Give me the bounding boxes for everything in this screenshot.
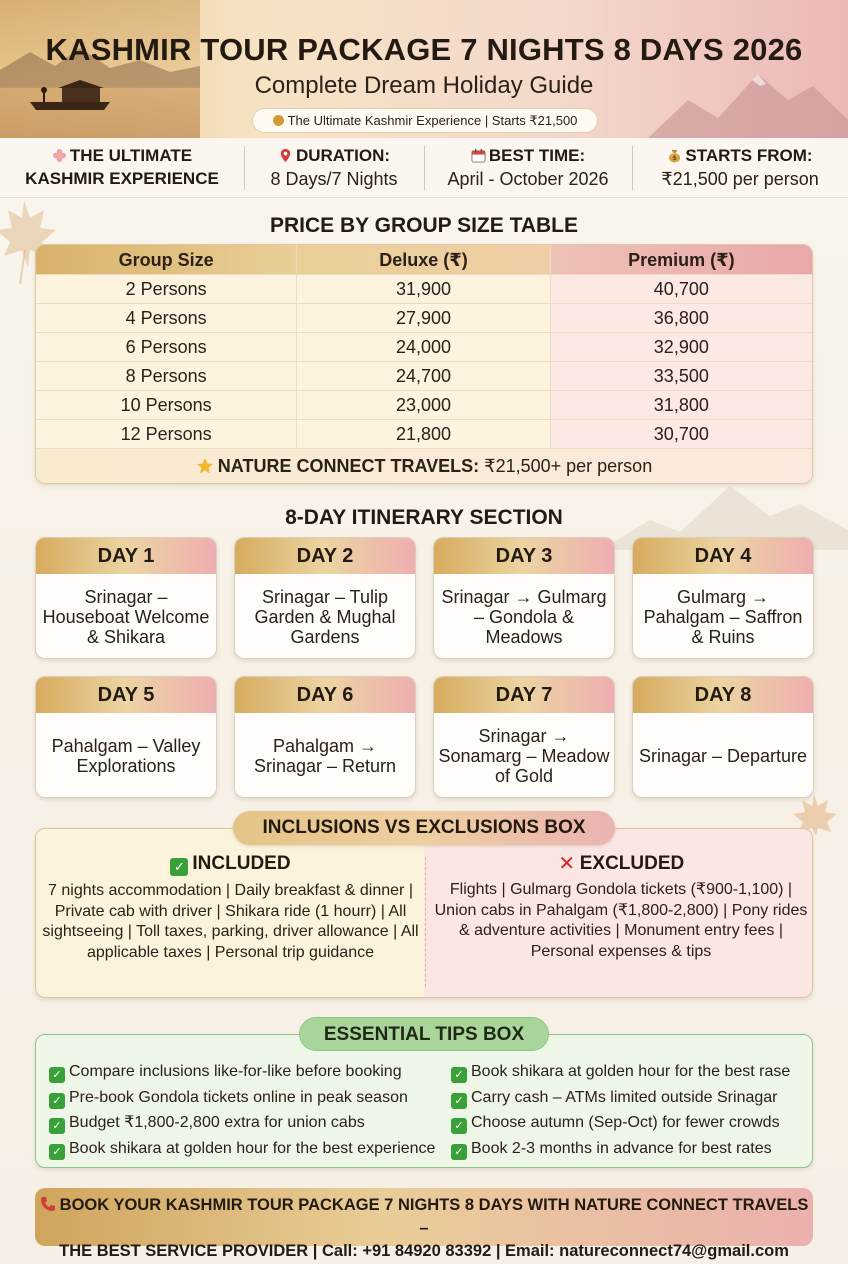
info-experience — [0, 138, 244, 197]
check-icon: ✓ — [451, 1093, 467, 1109]
table-cell: 2 Persons — [36, 275, 297, 303]
day-card — [234, 537, 416, 659]
tip-text: Book shikara at golden hour for the best experience — [69, 1139, 436, 1157]
divider — [425, 857, 426, 987]
day-label: DAY 7 — [434, 677, 614, 713]
table-footer — [36, 449, 812, 484]
list-item — [49, 1085, 451, 1111]
day-card — [35, 676, 217, 798]
info-duration — [244, 138, 424, 197]
lake-houseboat-illustration — [0, 0, 200, 138]
table-row — [36, 391, 812, 420]
day-card — [35, 537, 217, 659]
footer-brand: NATURE CONNECT TRAVELS: — [217, 456, 480, 476]
day-label: DAY 8 — [633, 677, 813, 713]
info-heading: STARTS FROM: — [685, 146, 813, 165]
check-icon: ✓ — [170, 858, 188, 876]
info-heading: THE ULTIMATE — [69, 146, 193, 165]
check-icon: ✓ — [49, 1118, 65, 1134]
table-cell: 31,800 — [551, 391, 812, 419]
check-icon: ✓ — [451, 1118, 467, 1134]
page-subtitle: Complete Dream Holiday Guide — [254, 72, 594, 99]
excluded-text: Flights | Gulmarg Gondola tickets (₹900-1,100) | Union cabs in Pahalgam (₹1,800-2,800) | Pony rides & adventure activities | Monument entry fees | Personal expenses & tips — [434, 881, 808, 960]
tip-text: Pre-book Gondola tickets online in peak season — [69, 1088, 408, 1106]
table-cell: 24,000 — [297, 333, 550, 361]
tips-box — [35, 1034, 813, 1168]
footer-line-2: THE BEST SERVICE PROVIDER | Call: +91 84920 83392 | Email: natureconnect74@gmail.com — [59, 1242, 789, 1260]
table-cell: 36,800 — [551, 304, 812, 332]
hero-pill — [252, 108, 598, 133]
day-card — [234, 676, 416, 798]
day-label: DAY 1 — [36, 538, 216, 574]
info-value: April - October 2026 — [447, 169, 609, 189]
day-label: DAY 2 — [235, 538, 415, 574]
inclusions-box — [35, 828, 813, 998]
day-text: Pahalgam – Valley Explorations — [51, 736, 201, 776]
check-icon: ✓ — [49, 1067, 65, 1083]
table-header: Group Size — [36, 245, 297, 274]
day-card — [632, 537, 814, 659]
list-item — [451, 1059, 807, 1085]
table-cell: 27,900 — [297, 304, 550, 332]
check-icon: ✓ — [49, 1093, 65, 1109]
inclusions-title: INCLUSIONS VS EXCLUSIONS BOX — [233, 811, 615, 845]
table-cell: 24,700 — [297, 362, 550, 390]
info-value: KASHMIR EXPERIENCE — [25, 169, 219, 188]
flower-icon — [52, 148, 67, 163]
page-title: KASHMIR TOUR PACKAGE 7 NIGHTS 8 DAYS 2026 — [45, 32, 803, 67]
table-header: Premium (₹) — [551, 245, 812, 274]
info-starts-from — [632, 138, 848, 197]
day-label: DAY 4 — [633, 538, 813, 574]
info-heading: DURATION: — [295, 146, 391, 165]
day-card — [433, 537, 615, 659]
table-row — [36, 275, 812, 304]
day-text: Srinagar – Houseboat Welcome & Shikara — [42, 587, 210, 647]
day-text: Srinagar → Gulmarg – Gondola & Meadows — [441, 587, 607, 647]
cross-icon: ✕ — [558, 853, 576, 875]
info-value: 8 Days/7 Nights — [270, 169, 398, 189]
included-column — [42, 853, 419, 963]
hero-banner — [0, 0, 848, 138]
svg-text:$: $ — [672, 154, 678, 163]
day-text: Pahalgam → Srinagar – Return — [253, 736, 397, 776]
table-header: Deluxe (₹) — [297, 245, 550, 274]
price-table-title: PRICE BY GROUP SIZE TABLE — [269, 214, 579, 237]
day-label: DAY 6 — [235, 677, 415, 713]
tip-text: Budget ₹1,800-2,800 extra for union cabs — [69, 1114, 365, 1131]
table-row — [36, 304, 812, 333]
included-text: 7 nights accommodation | Daily breakfast & dinner | Private cab with driver | Shikara ride (1 hourr) | All sightseeing | Toll taxes, parking, driver allowance | All applicable taxes | Personal trip guidance — [42, 882, 419, 961]
table-cell: 30,700 — [551, 420, 812, 448]
tips-column-left — [49, 1059, 451, 1161]
tip-text: Carry cash – ATMs limited outside Srinagar — [471, 1088, 778, 1106]
day-text: Srinagar – Tulip Garden & Mughal Gardens — [254, 587, 396, 647]
table-row — [36, 362, 812, 391]
table-cell: 23,000 — [297, 391, 550, 419]
money-bag-icon — [667, 148, 682, 163]
table-cell: 6 Persons — [36, 333, 297, 361]
day-card — [632, 676, 814, 798]
table-cell: 12 Persons — [36, 420, 297, 448]
tip-text: Choose autumn (Sep-Oct) for fewer crowds — [471, 1114, 780, 1131]
check-icon: ✓ — [49, 1144, 65, 1160]
booking-footer[interactable] — [35, 1188, 813, 1260]
price-table — [35, 244, 813, 484]
included-heading: INCLUDED — [192, 853, 291, 874]
check-icon: ✓ — [451, 1067, 467, 1083]
table-cell: 32,900 — [551, 333, 812, 361]
list-item — [451, 1136, 807, 1162]
table-cell: 21,800 — [297, 420, 550, 448]
phone-icon — [40, 1196, 56, 1212]
calendar-icon — [471, 148, 486, 163]
day-label: DAY 3 — [434, 538, 614, 574]
table-cell: 10 Persons — [36, 391, 297, 419]
table-cell: 8 Persons — [36, 362, 297, 390]
footer-price: ₹21,500+ per person — [479, 456, 653, 476]
tip-text: Book shikara at golden hour for the best rase — [471, 1063, 791, 1080]
table-cell: 4 Persons — [36, 304, 297, 332]
footer-line-1: BOOK YOUR KASHMIR TOUR PACKAGE 7 NIGHTS 8 DAYS WITH NATURE CONNECT TRAVELS – — [59, 1196, 809, 1237]
list-item — [451, 1085, 807, 1111]
tips-title: ESSENTIAL TIPS BOX — [299, 1017, 549, 1051]
hero-pill-text: The Ultimate Kashmir Experience | Starts ₹21,500 — [287, 113, 578, 128]
table-cell: 31,900 — [297, 275, 550, 303]
list-item — [49, 1110, 451, 1136]
day-label: DAY 5 — [36, 677, 216, 713]
list-item — [451, 1110, 807, 1136]
tip-text: Book 2-3 months in advance for best rates — [471, 1139, 772, 1157]
day-text: Gulmarg → Pahalgam – Saffron & Ruins — [643, 587, 803, 647]
table-row — [36, 333, 812, 362]
info-value: ₹21,500 per person — [661, 169, 819, 189]
list-item — [49, 1136, 451, 1162]
pin-icon — [278, 148, 293, 163]
table-header-row — [36, 245, 812, 275]
day-text: Srinagar – Departure — [638, 746, 808, 766]
table-row — [36, 420, 812, 449]
excluded-column — [434, 853, 808, 962]
info-strip — [0, 138, 848, 198]
table-cell: 33,500 — [551, 362, 812, 390]
info-best-time — [424, 138, 632, 197]
star-icon — [196, 457, 214, 475]
tip-text: Compare inclusions like-for-like before booking — [69, 1063, 402, 1080]
table-cell: 40,700 — [551, 275, 812, 303]
day-text: Srinagar → Sonamarg – Meadow of Gold — [438, 726, 610, 786]
excluded-heading: EXCLUDED — [579, 853, 685, 874]
coin-icon — [273, 115, 284, 126]
info-heading: BEST TIME: — [488, 146, 586, 165]
list-item — [49, 1059, 451, 1085]
tips-column-right — [451, 1059, 807, 1161]
day-card — [433, 676, 615, 798]
check-icon: ✓ — [451, 1144, 467, 1160]
itinerary-title: 8-DAY ITINERARY SECTION — [285, 506, 563, 529]
